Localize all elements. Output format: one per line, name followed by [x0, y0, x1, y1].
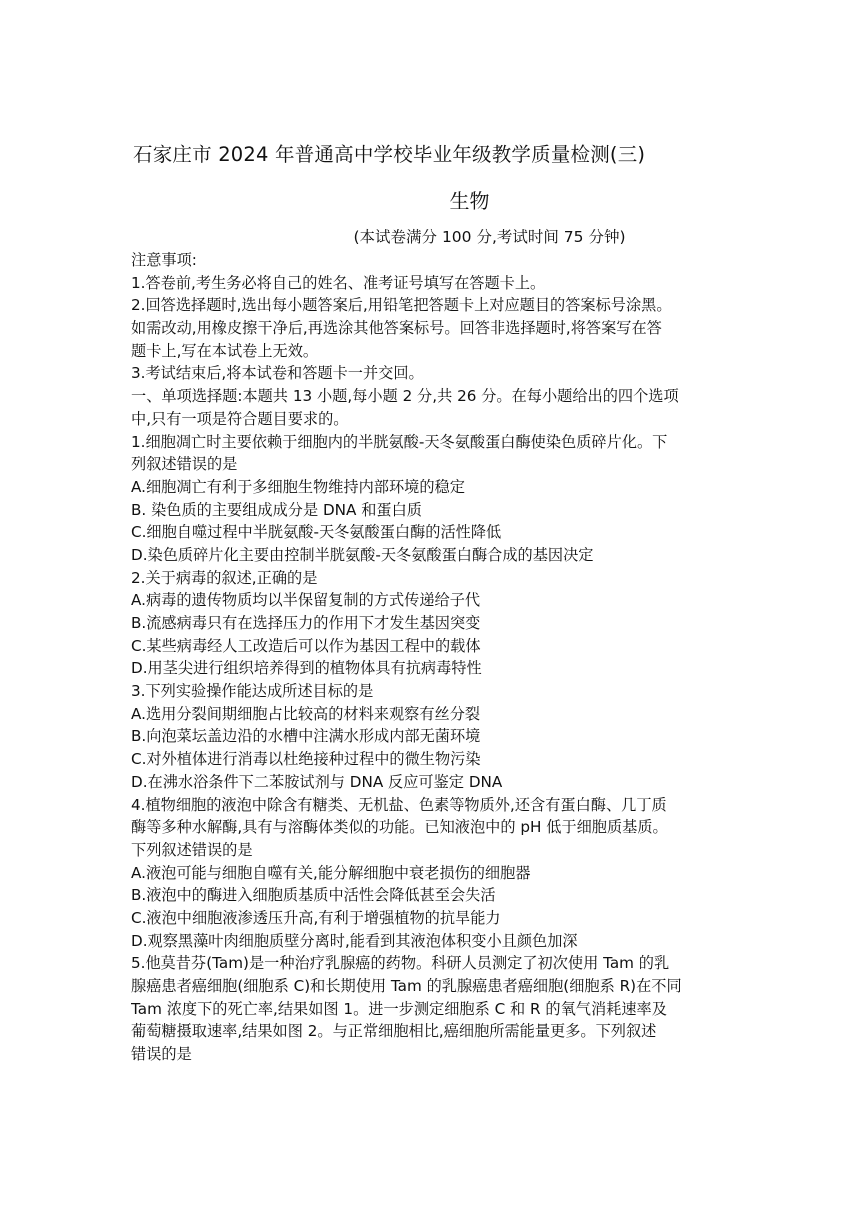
- text-line: D.在沸水浴条件下二苯胺试剂与 DNA 反应可鉴定 DNA: [131, 772, 503, 791]
- text-line: 4.植物细胞的液泡中除含有糖类、无机盐、色素等物质外,还含有蛋白酶、几丁质: [131, 795, 667, 814]
- text-line: 腺癌患者癌细胞(细胞系 C)和长期使用 Tam 的乳腺癌患者癌细胞(细胞系 R)在不同: [131, 977, 682, 995]
- text-line: B.向泡菜坛盖边沿的水槽中注满水形成内部无菌环境: [131, 727, 481, 746]
- text-line: 1.细胞凋亡时主要依赖于细胞内的半胱氨酸-天冬氨酸蛋白酶使染色质碎片化。下: [131, 432, 668, 451]
- text-line: C.某些病毒经人工改造后可以作为基因工程中的载体: [131, 636, 481, 655]
- text-line: 错误的是: [131, 1045, 192, 1064]
- exam-body: [131, 249, 768, 1066]
- text-line: 1.答卷前,考生务必将自己的姓名、准考证号填写在答题卡上。: [131, 273, 546, 292]
- text-line: B. 染色质的主要组成成分是 DNA 和蛋白质: [131, 500, 422, 519]
- exam-title: 石家庄市 2024 年普通高中学校毕业年级教学质量检测(三): [133, 143, 646, 166]
- subject-title: 生物: [449, 189, 490, 213]
- text-line: 5.他莫昔芬(Tam)是一种治疗乳腺癌的药物。科研人员测定了初次使用 Tam 的乳: [131, 954, 670, 973]
- text-line: 葡萄糖摄取速率,结果如图 2。与正常细胞相比,癌细胞所需能量更多。下列叙述: [131, 1022, 657, 1041]
- text-line: 注意事项:: [131, 251, 197, 269]
- text-line: 中,只有一项是符合题目要求的。: [131, 409, 349, 428]
- exam-info: (本试卷满分 100 分,考试时间 75 分钟): [353, 228, 626, 246]
- text-line: D.染色质碎片化主要由控制半胱氨酸-天冬氨酸蛋白酶合成的基因决定: [131, 545, 594, 564]
- text-line: 下列叙述错误的是: [131, 840, 253, 859]
- text-line: A.液泡可能与细胞自噬有关,能分解细胞中衰老损伤的细胞器: [131, 863, 531, 882]
- text-line: 3.考试结束后,将本试卷和答题卡一并交回。: [131, 364, 424, 383]
- text-line: Tam 浓度下的死亡率,结果如图 1。进一步测定细胞系 C 和 R 的氧气消耗速率及: [131, 999, 667, 1018]
- text-line: 列叙述错误的是: [131, 455, 238, 474]
- text-line: 如需改动,用橡皮擦干净后,再选涂其他答案标号。回答非选择题时,将答案写在答: [131, 319, 662, 338]
- text-line: A.细胞凋亡有利于多细胞生物维持内部环境的稳定: [131, 477, 465, 496]
- text-line: A.选用分裂间期细胞占比较高的材料来观察有丝分裂: [131, 704, 481, 723]
- text-line: 2.回答选择题时,选出每小题答案后,用铅笔把答题卡上对应题目的答案标号涂黑。: [131, 296, 672, 315]
- text-line: 题卡上,写在本试卷上无效。: [131, 341, 319, 360]
- text-line: B.液泡中的酶进入细胞质基质中活性会降低甚至会失活: [131, 886, 496, 905]
- text-line: D.用茎尖进行组织培养得到的植物体具有抗病毒特性: [131, 659, 482, 678]
- text-line: 一、单项选择题:本题共 13 小题,每小题 2 分,共 26 分。在每小题给出的四个选项: [131, 387, 679, 406]
- text-line: C.液泡中细胞液渗透压升高,有利于增强植物的抗旱能力: [131, 908, 501, 927]
- text-line: C.对外植体进行消毒以杜绝接种过程中的微生物污染: [131, 750, 481, 769]
- text-line: A.病毒的遗传物质均以半保留复制的方式传递给子代: [131, 591, 481, 610]
- text-line: D.观察黑藻叶肉细胞质壁分离时,能看到其液泡体积变小且颜色加深: [131, 931, 578, 950]
- text-line: B.流感病毒只有在选择压力的作用下才发生基因突变: [131, 614, 481, 632]
- text-line: C.细胞自噬过程中半胱氨酸-天冬氨酸蛋白酶的活性降低: [131, 523, 502, 542]
- text-line: 酶等多种水解酶,具有与溶酶体类似的功能。已知液泡中的 pH 低于细胞质基质。: [131, 818, 668, 837]
- text-line: 2.关于病毒的叙述,正确的是: [131, 568, 318, 587]
- text-line: 3.下列实验操作能达成所述目标的是: [131, 682, 374, 701]
